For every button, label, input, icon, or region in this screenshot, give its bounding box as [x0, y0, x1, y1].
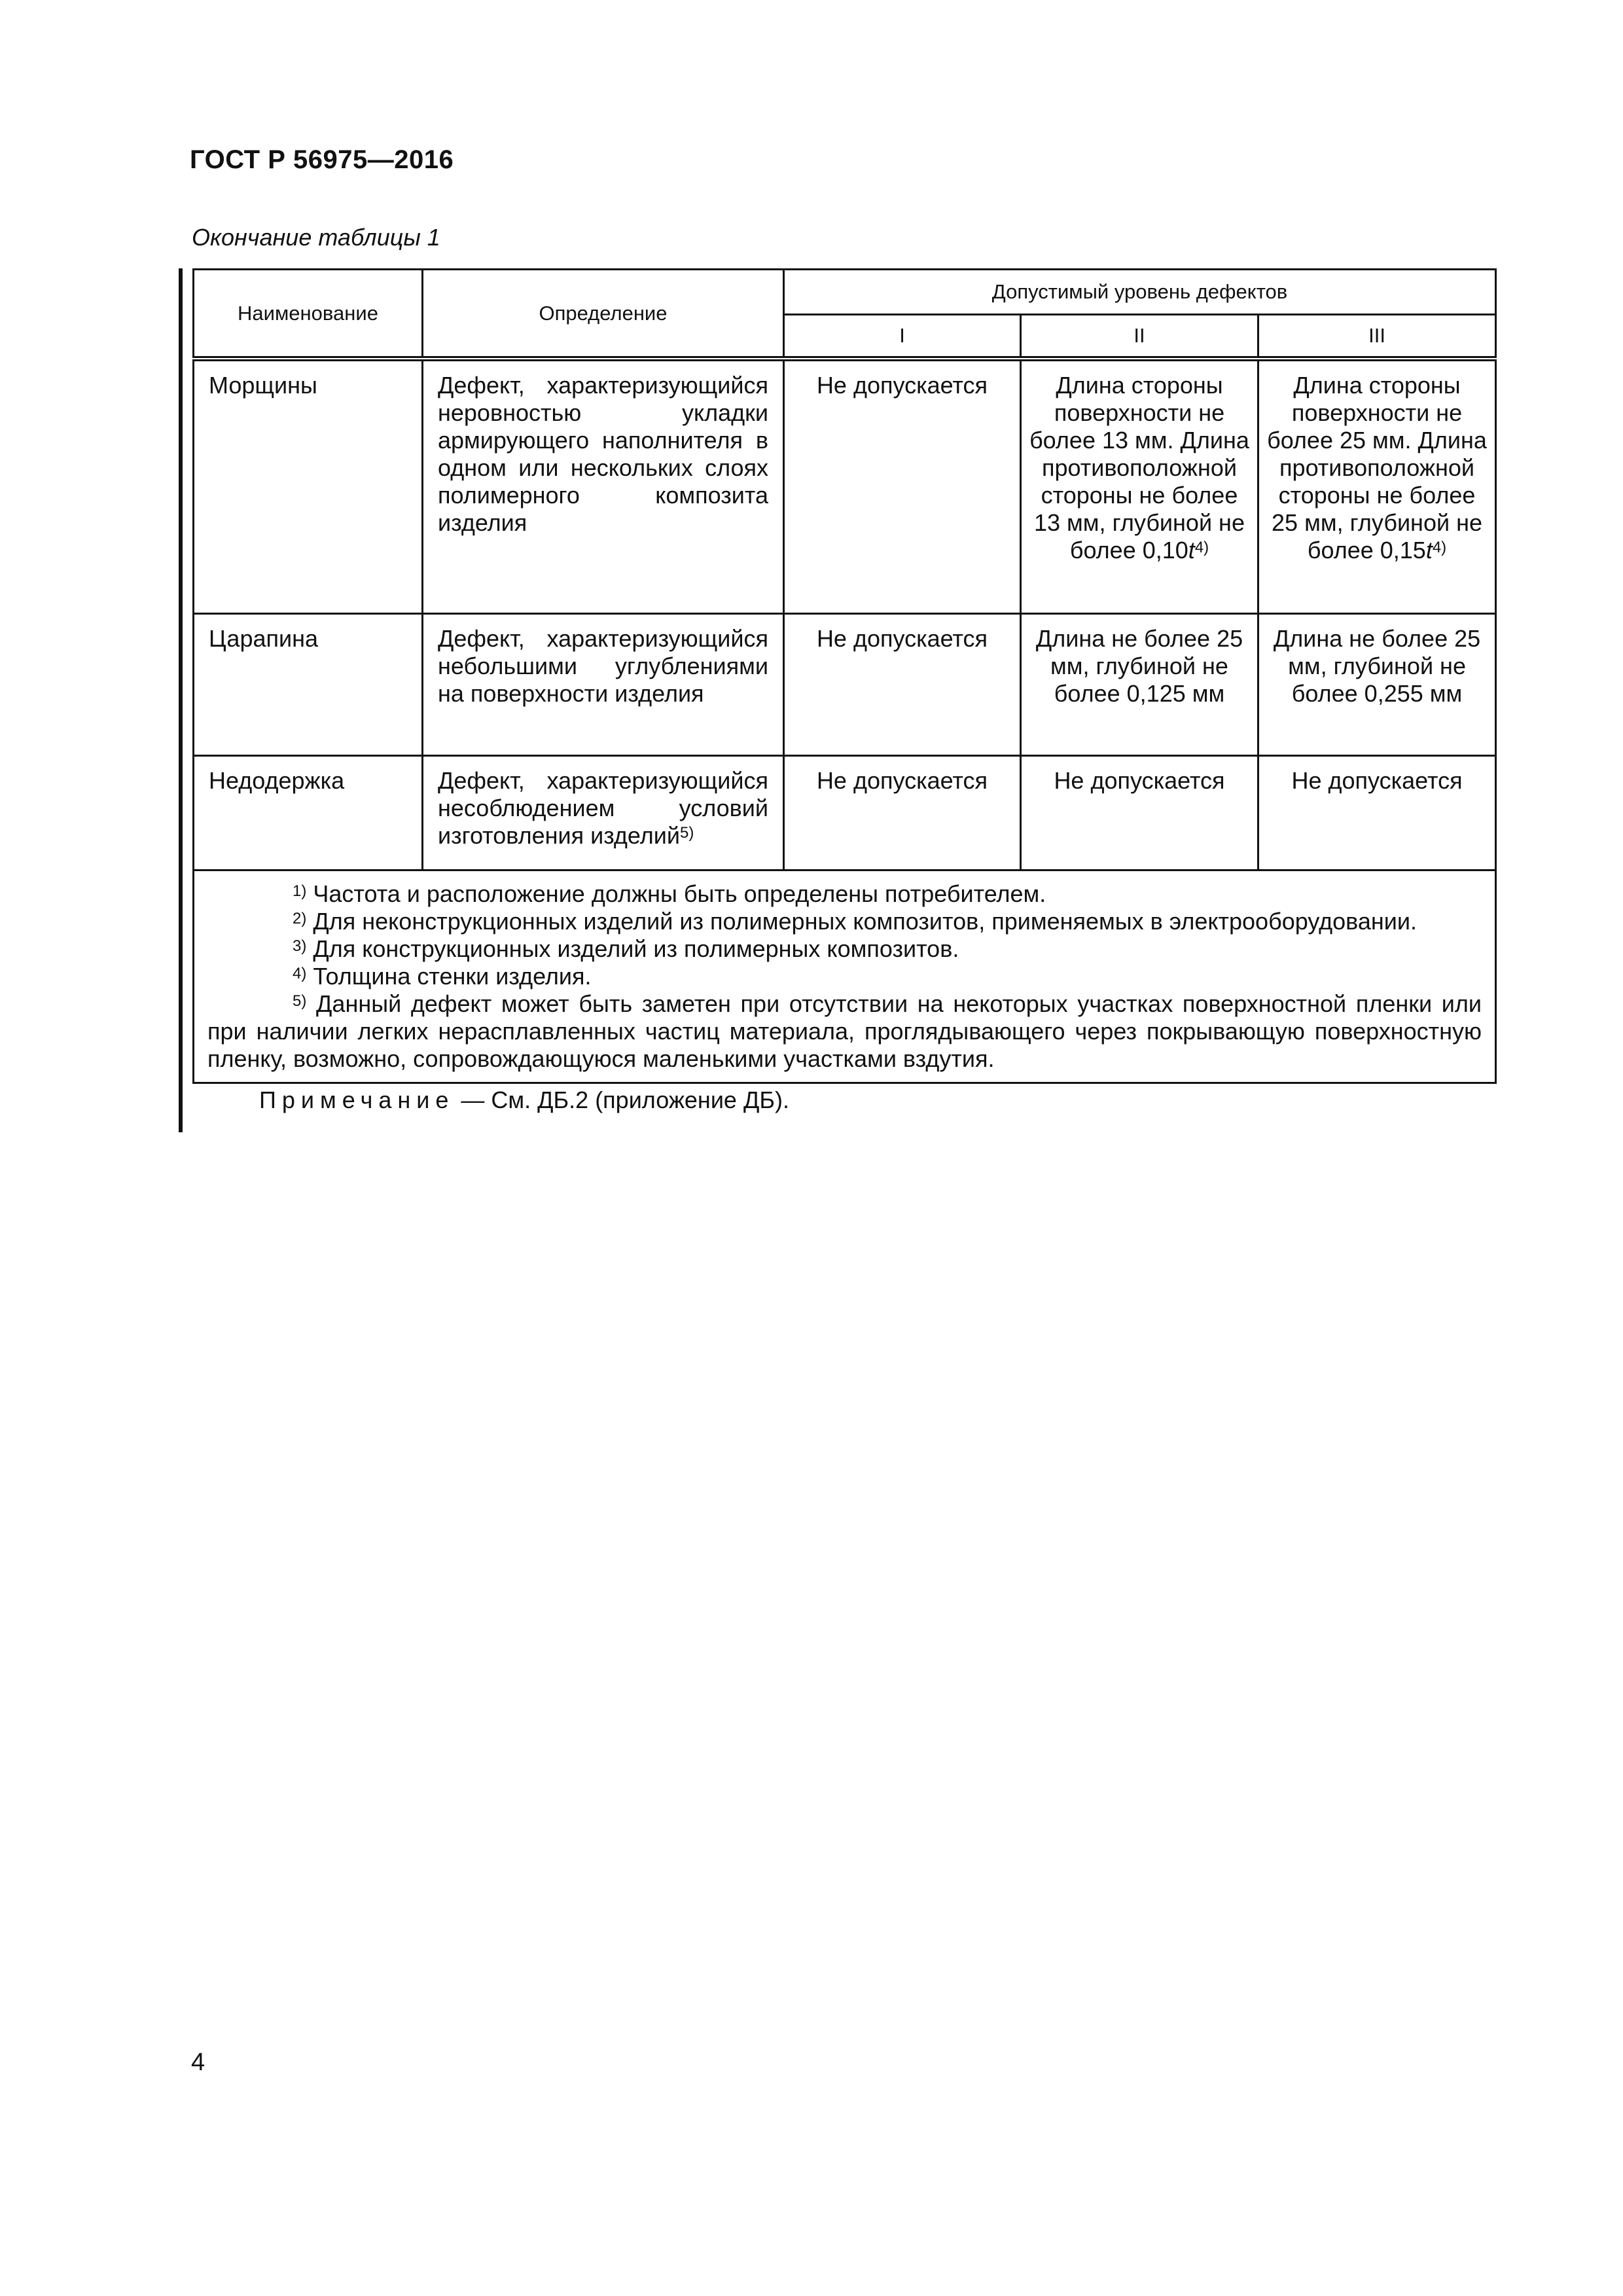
footnote [207, 990, 1482, 1073]
table-row [194, 756, 1496, 870]
header-name: Наименование [194, 270, 423, 359]
footnote [207, 963, 1482, 990]
level-3-value: Длина не более 25 мм, глубиной не более 0,255 мм [1258, 614, 1496, 756]
change-bar [179, 268, 183, 1132]
header-level-2: II [1021, 315, 1258, 359]
defect-name: Царапина [194, 614, 423, 756]
table-caption: Окончание таблицы 1 [192, 224, 440, 251]
note [259, 1086, 789, 1114]
footnote-mark: 4) [293, 965, 307, 982]
defect-definition: Дефект, характеризующийся небольшими углублениями на поверхности изделия [423, 614, 784, 756]
footnote-text: Для неконструкционных изделий из полимерных композитов, применяемых в электрооборудовании. [313, 908, 1418, 935]
header-level-3: III [1258, 315, 1496, 359]
footnote-mark: 1) [293, 882, 307, 900]
header-level-1: I [784, 315, 1021, 359]
thickness-variable: t [1425, 537, 1433, 564]
level-3-value [1258, 359, 1496, 614]
document-header: ГОСТ Р 56975—2016 [190, 145, 454, 174]
footnote-text: Для конструкционных изделий из полимерных композитов. [313, 935, 959, 962]
footnote-text: Данный дефект может быть заметен при отсутствии на некоторых участках поверхностной пленки или при наличии легких нерасплавленных частиц материала, проглядывающего через покрывающую поверхностную пленку, возможно, сопровождающуюся маленькими участками вздутия. [207, 990, 1482, 1072]
footnote-mark: 2) [293, 910, 307, 927]
defect-definition [423, 756, 784, 870]
table-row [194, 614, 1496, 756]
level-2-value: Длина не более 25 мм, глубиной не более 0,125 мм [1021, 614, 1258, 756]
footnote-mark: 5) [293, 992, 307, 1010]
level-1-value: Не допускается [784, 756, 1021, 870]
footnote-text: Толщина стенки изделия. [313, 963, 592, 990]
header-definition: Определение [423, 270, 784, 359]
footnote-ref: 4) [1432, 539, 1447, 556]
note-text: См. ДБ.2 (приложение ДБ). [491, 1086, 789, 1113]
note-label: Примечание [259, 1086, 455, 1113]
level-3-text: Длина стороны поверхности не более 25 мм. Длина противоположной стороны не более 25 мм, глубиной не более 0,15 [1267, 372, 1487, 564]
footnote-body [207, 990, 1482, 1073]
level-2-value [1021, 359, 1258, 614]
level-2-value: Не допускается [1021, 756, 1258, 870]
footnotes-row [194, 870, 1496, 1083]
defect-name: Морщины [194, 359, 423, 614]
defect-name: Недодержка [194, 756, 423, 870]
footnotes [194, 870, 1496, 1083]
header-levels-title: Допустимый уровень дефектов [784, 270, 1496, 315]
footnote-mark: 3) [293, 937, 307, 955]
footnote [207, 880, 1482, 908]
footnote [207, 908, 1482, 935]
level-1-value: Не допускается [784, 614, 1021, 756]
footnote-ref: 5) [679, 824, 694, 842]
level-3-value: Не допускается [1258, 756, 1496, 870]
page-number: 4 [191, 2049, 205, 2076]
definition-text: Дефект, характеризующийся несоблюдением условий изготовления изделий [438, 767, 768, 849]
footnote-ref: 4) [1194, 539, 1209, 556]
level-1-value: Не допускается [784, 359, 1021, 614]
defects-table [192, 268, 1497, 1084]
thickness-variable: t [1188, 537, 1195, 564]
table-row [194, 359, 1496, 614]
note-dash: — [461, 1086, 485, 1113]
level-2-text: Длина стороны поверхности не более 13 мм. Длина противоположной стороны не более 13 мм, глубиной не более 0,10 [1029, 372, 1249, 564]
footnote-text: Частота и расположение должны быть определены потребителем. [313, 880, 1046, 907]
footnote [207, 935, 1482, 963]
defect-definition: Дефект, характеризующийся неровностью укладки армирующего наполнителя в одном или нескольких слоях полимерного композита изделия [423, 359, 784, 614]
